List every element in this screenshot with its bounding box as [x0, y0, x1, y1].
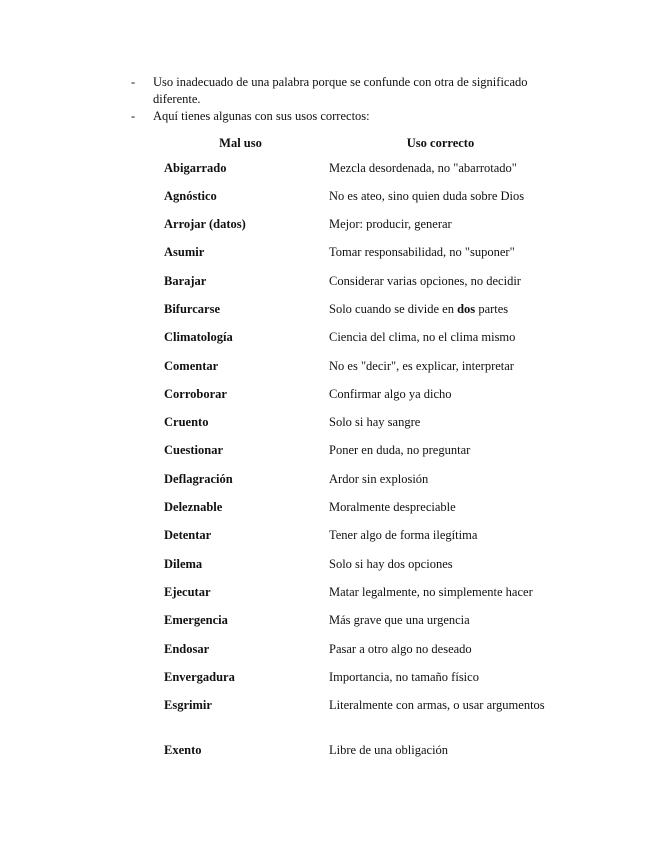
table-row [154, 522, 554, 550]
definition-cell: Tener algo de forma ilegítima [329, 528, 478, 543]
table-row [154, 239, 554, 267]
usage-table [154, 132, 554, 765]
header-correct-usage: Uso correcto [406, 135, 475, 150]
definition-cell: Ardor sin explosión [329, 471, 429, 486]
table-row [154, 409, 554, 437]
table-header-row [154, 132, 554, 154]
table-row [154, 663, 554, 691]
definition-text-pre: Solo cuando se divide en [329, 301, 458, 316]
term-cell: Abigarrado [164, 160, 227, 175]
definition-cell: Más grave que una urgencia [329, 613, 470, 628]
table-row [154, 607, 554, 635]
definition-cell: Ciencia del clima, no el clima mismo [329, 330, 516, 345]
definition-cell: Tomar responsabilidad, no "suponer" [329, 245, 515, 260]
definition-cell: Mejor: producir, generar [329, 217, 452, 232]
term-cell: Agnóstico [164, 188, 217, 203]
bullet-text: Aquí tienes algunas con sus usos correctos: [153, 109, 370, 123]
bullet-text: Uso inadecuado de una palabra porque se confunde con otra de significado diferente. [153, 75, 528, 106]
definition-cell: Poner en duda, no preguntar [329, 443, 471, 458]
term-cell: Deleznable [164, 500, 223, 515]
table-row [154, 182, 554, 210]
term-cell: Cuestionar [164, 443, 224, 458]
table-row [154, 494, 554, 522]
table-row [154, 550, 554, 578]
term-cell: Climatología [164, 330, 233, 345]
definition-cell: Confirmar algo ya dicho [329, 386, 452, 401]
table-row [154, 154, 554, 182]
term-cell: Corroborar [164, 386, 227, 401]
bullet-dash: - [131, 109, 136, 123]
definition-cell: Solo si hay dos opciones [329, 556, 453, 571]
table-row [154, 692, 554, 737]
definition-cell [329, 301, 554, 318]
definition-cell: Moralmente despreciable [329, 500, 456, 515]
table-row [154, 737, 554, 765]
term-cell: Esgrimir [164, 698, 212, 713]
term-cell: Deflagración [164, 471, 233, 486]
term-cell: Arrojar (datos) [164, 217, 246, 232]
header-wrong-usage: Mal uso [219, 135, 262, 150]
term-cell: Bifurcarse [164, 301, 221, 316]
table-row [154, 380, 554, 408]
term-cell: Endosar [164, 641, 210, 656]
table-row [154, 295, 554, 323]
term-cell: Comentar [164, 358, 219, 373]
definition-text-post: partes [475, 301, 509, 316]
definition-cell: Literalmente con armas, o usar argumentos [329, 698, 545, 713]
definition-cell: No es "decir", es explicar, interpretar [329, 358, 514, 373]
term-cell: Asumir [164, 245, 205, 260]
definition-cell: Libre de una obligación [329, 743, 449, 758]
term-cell: Detentar [164, 528, 212, 543]
definition-text-emphasis: dos [457, 301, 476, 316]
definition-cell: No es ateo, sino quien duda sobre Dios [329, 188, 525, 203]
term-cell: Envergadura [164, 669, 235, 684]
term-cell: Dilema [164, 556, 203, 571]
definition-cell: Mezcla desordenada, no "abarrotado" [329, 160, 517, 175]
definition-cell: Matar legalmente, no simplemente hacer [329, 584, 533, 599]
definition-cell: Solo si hay sangre [329, 415, 421, 430]
bullet-item [131, 108, 551, 125]
bullet-item [131, 74, 551, 108]
table-row [154, 267, 554, 295]
table-row [154, 578, 554, 606]
term-cell: Ejecutar [164, 584, 211, 599]
bullet-list [131, 74, 551, 125]
term-cell: Exento [164, 743, 202, 758]
definition-cell: Importancia, no tamaño físico [329, 669, 479, 684]
table-row [154, 437, 554, 465]
term-cell: Emergencia [164, 613, 228, 628]
definition-cell: Pasar a otro algo no deseado [329, 641, 472, 656]
table-row [154, 635, 554, 663]
bullet-dash: - [131, 75, 136, 89]
table-row [154, 324, 554, 352]
table-row [154, 211, 554, 239]
table-row [154, 352, 554, 380]
definition-cell: Considerar varias opciones, no decidir [329, 273, 521, 288]
table-row [154, 465, 554, 493]
term-cell: Cruento [164, 415, 209, 430]
term-cell: Barajar [164, 273, 207, 288]
